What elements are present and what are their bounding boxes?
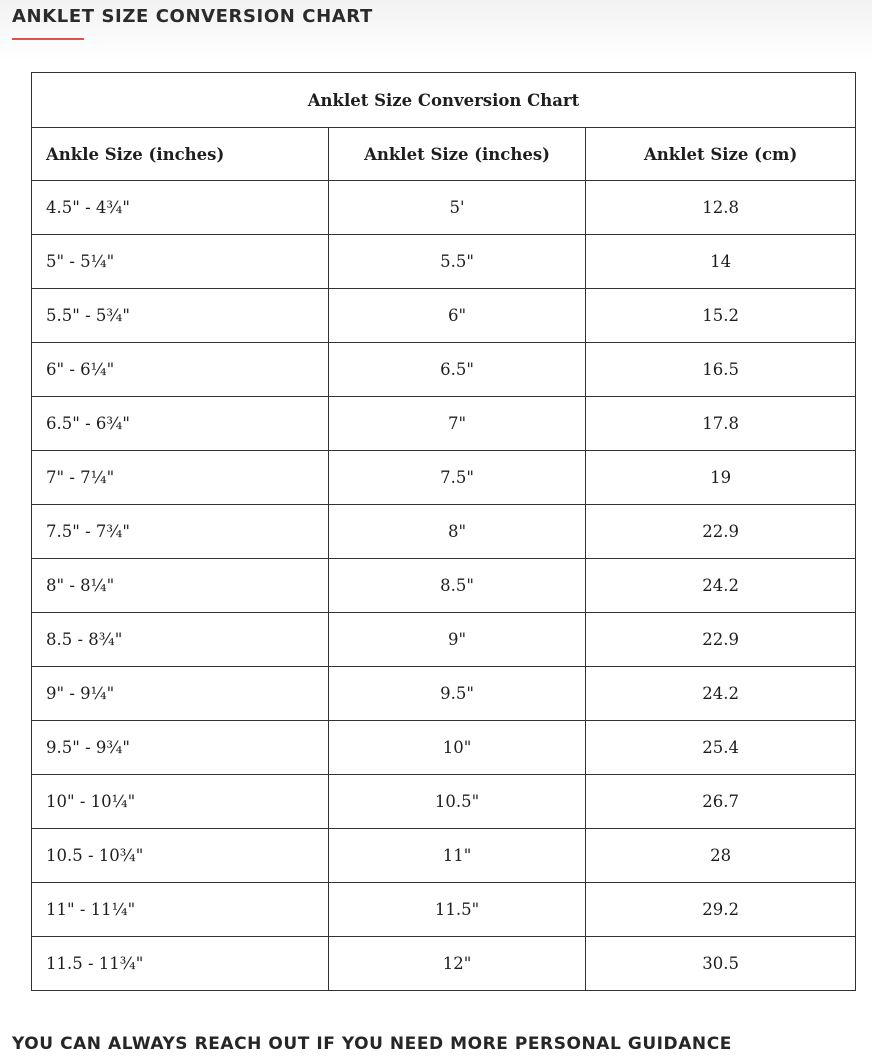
anklet-inches-cell: 10.5" bbox=[328, 775, 586, 829]
table-row bbox=[32, 559, 856, 613]
ankle-size-cell: 5.5" - 5¾" bbox=[32, 289, 329, 343]
ankle-size-cell: 5" - 5¼" bbox=[32, 235, 329, 289]
table-row bbox=[32, 883, 856, 937]
anklet-cm-cell: 12.8 bbox=[586, 181, 856, 235]
ankle-size-cell: 6.5" - 6¾" bbox=[32, 397, 329, 451]
table-row bbox=[32, 613, 856, 667]
ankle-size-cell: 4.5" - 4¾" bbox=[32, 181, 329, 235]
anklet-cm-cell: 24.2 bbox=[586, 559, 856, 613]
title-underline bbox=[12, 38, 84, 40]
anklet-inches-cell: 11" bbox=[328, 829, 586, 883]
ankle-size-cell: 10" - 10¼" bbox=[32, 775, 329, 829]
anklet-inches-cell: 8.5" bbox=[328, 559, 586, 613]
ankle-size-cell: 9.5" - 9¾" bbox=[32, 721, 329, 775]
ankle-size-cell: 10.5 - 10¾" bbox=[32, 829, 329, 883]
table-row bbox=[32, 667, 856, 721]
anklet-inches-cell: 11.5" bbox=[328, 883, 586, 937]
table-row bbox=[32, 721, 856, 775]
guidance-note: YOU CAN ALWAYS REACH OUT IF YOU NEED MORE PERSONAL GUIDANCE bbox=[12, 1034, 732, 1054]
ankle-size-cell: 11.5 - 11¾" bbox=[32, 937, 329, 991]
ankle-size-cell: 7" - 7¼" bbox=[32, 451, 329, 505]
table-row bbox=[32, 289, 856, 343]
anklet-inches-cell: 8" bbox=[328, 505, 586, 559]
anklet-cm-cell: 15.2 bbox=[586, 289, 856, 343]
ankle-size-cell: 6" - 6¼" bbox=[32, 343, 329, 397]
table-caption: Anklet Size Conversion Chart bbox=[32, 73, 856, 128]
anklet-cm-cell: 22.9 bbox=[586, 505, 856, 559]
anklet-cm-cell: 14 bbox=[586, 235, 856, 289]
page-title: ANKLET SIZE CONVERSION CHART bbox=[12, 6, 373, 27]
anklet-inches-cell: 9.5" bbox=[328, 667, 586, 721]
table-row bbox=[32, 775, 856, 829]
anklet-inches-cell: 6" bbox=[328, 289, 586, 343]
ankle-size-cell: 11" - 11¼" bbox=[32, 883, 329, 937]
anklet-inches-cell: 7" bbox=[328, 397, 586, 451]
anklet-cm-cell: 16.5 bbox=[586, 343, 856, 397]
table-row bbox=[32, 235, 856, 289]
anklet-cm-cell: 30.5 bbox=[586, 937, 856, 991]
anklet-inches-cell: 10" bbox=[328, 721, 586, 775]
ankle-size-cell: 9" - 9¼" bbox=[32, 667, 329, 721]
column-header-anklet-cm: Anklet Size (cm) bbox=[586, 128, 856, 181]
anklet-cm-cell: 29.2 bbox=[586, 883, 856, 937]
anklet-inches-cell: 5.5" bbox=[328, 235, 586, 289]
table-row bbox=[32, 343, 856, 397]
table-row bbox=[32, 937, 856, 991]
column-header-ankle-size: Ankle Size (inches) bbox=[32, 128, 329, 181]
ankle-size-cell: 7.5" - 7¾" bbox=[32, 505, 329, 559]
table-row bbox=[32, 397, 856, 451]
anklet-cm-cell: 22.9 bbox=[586, 613, 856, 667]
anklet-cm-cell: 28 bbox=[586, 829, 856, 883]
table-row bbox=[32, 451, 856, 505]
anklet-cm-cell: 17.8 bbox=[586, 397, 856, 451]
size-conversion-table bbox=[31, 72, 856, 991]
table-row bbox=[32, 505, 856, 559]
anklet-cm-cell: 26.7 bbox=[586, 775, 856, 829]
anklet-cm-cell: 24.2 bbox=[586, 667, 856, 721]
table-row bbox=[32, 829, 856, 883]
anklet-inches-cell: 6.5" bbox=[328, 343, 586, 397]
ankle-size-cell: 8.5 - 8¾" bbox=[32, 613, 329, 667]
anklet-inches-cell: 7.5" bbox=[328, 451, 586, 505]
column-header-anklet-inches: Anklet Size (inches) bbox=[328, 128, 586, 181]
anklet-cm-cell: 19 bbox=[586, 451, 856, 505]
anklet-inches-cell: 5' bbox=[328, 181, 586, 235]
anklet-cm-cell: 25.4 bbox=[586, 721, 856, 775]
ankle-size-cell: 8" - 8¼" bbox=[32, 559, 329, 613]
anklet-inches-cell: 9" bbox=[328, 613, 586, 667]
table-row bbox=[32, 181, 856, 235]
anklet-inches-cell: 12" bbox=[328, 937, 586, 991]
